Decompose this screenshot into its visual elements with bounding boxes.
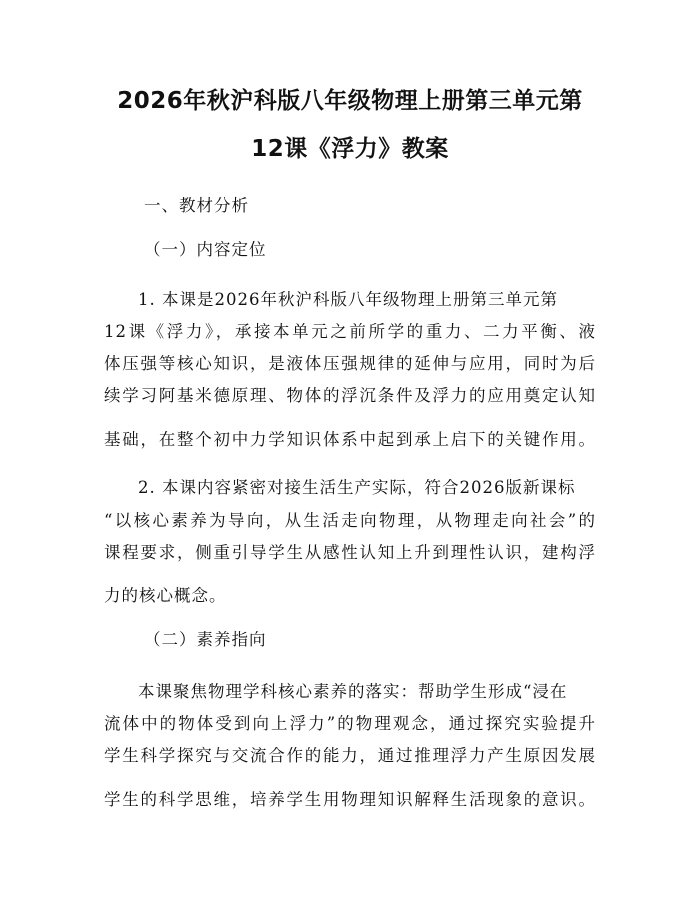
paragraph-2-line: 课程要求，侧重引导学生从感性认知上升到理性认识，建构浮 (104, 543, 596, 562)
subsection-heading-literacy-orientation: （二）素养指向 (144, 630, 267, 649)
paragraph-1-line: 1. 本课是2026年秋沪科版八年级物理上册第三单元第 (138, 290, 558, 309)
document-title-line-2: 12课《浮力》教案 (251, 136, 449, 162)
paragraph-2-line: 2. 本课内容紧密对接生活生产实际，符合2026版新课标 (138, 478, 576, 497)
document-title-line-1: 2026年秋沪科版八年级物理上册第三单元第 (117, 88, 583, 114)
paragraph-1-line: 体压强等核心知识，是液体压强规律的延伸与应用，同时为后 (104, 354, 596, 373)
paragraph-2-line: 力的核心概念。 (104, 586, 227, 605)
paragraph-3-line: 学生科学探究与交流合作的能力，通过推理浮力产生原因发展 (104, 746, 596, 765)
subsection-heading-content-positioning: （一）内容定位 (144, 240, 267, 259)
paragraph-2-line: “以核心素养为导向，从生活走向物理，从物理走向社会”的 (104, 511, 596, 530)
paragraph-3-line: 流体中的物体受到向上浮力”的物理观念，通过探究实验提升 (104, 714, 596, 733)
paragraph-3-line: 学生的科学思维，培养学生用物理知识解释生活现象的意识。 (104, 790, 596, 809)
section-heading-textbook-analysis: 一、教材分析 (144, 196, 249, 215)
paragraph-1-line: 基础，在整个初中力学知识体系中起到承上启下的关键作用。 (104, 430, 596, 449)
paragraph-1-line: 续学习阿基米德原理、物体的浮沉条件及浮力的应用奠定认知 (104, 386, 596, 405)
paragraph-3-line: 本课聚焦物理学科核心素养的落实：帮助学生形成“浸在 (138, 682, 568, 701)
paragraph-1-line: 12课《浮力》，承接本单元之前所学的重力、二力平衡、液 (104, 322, 596, 341)
